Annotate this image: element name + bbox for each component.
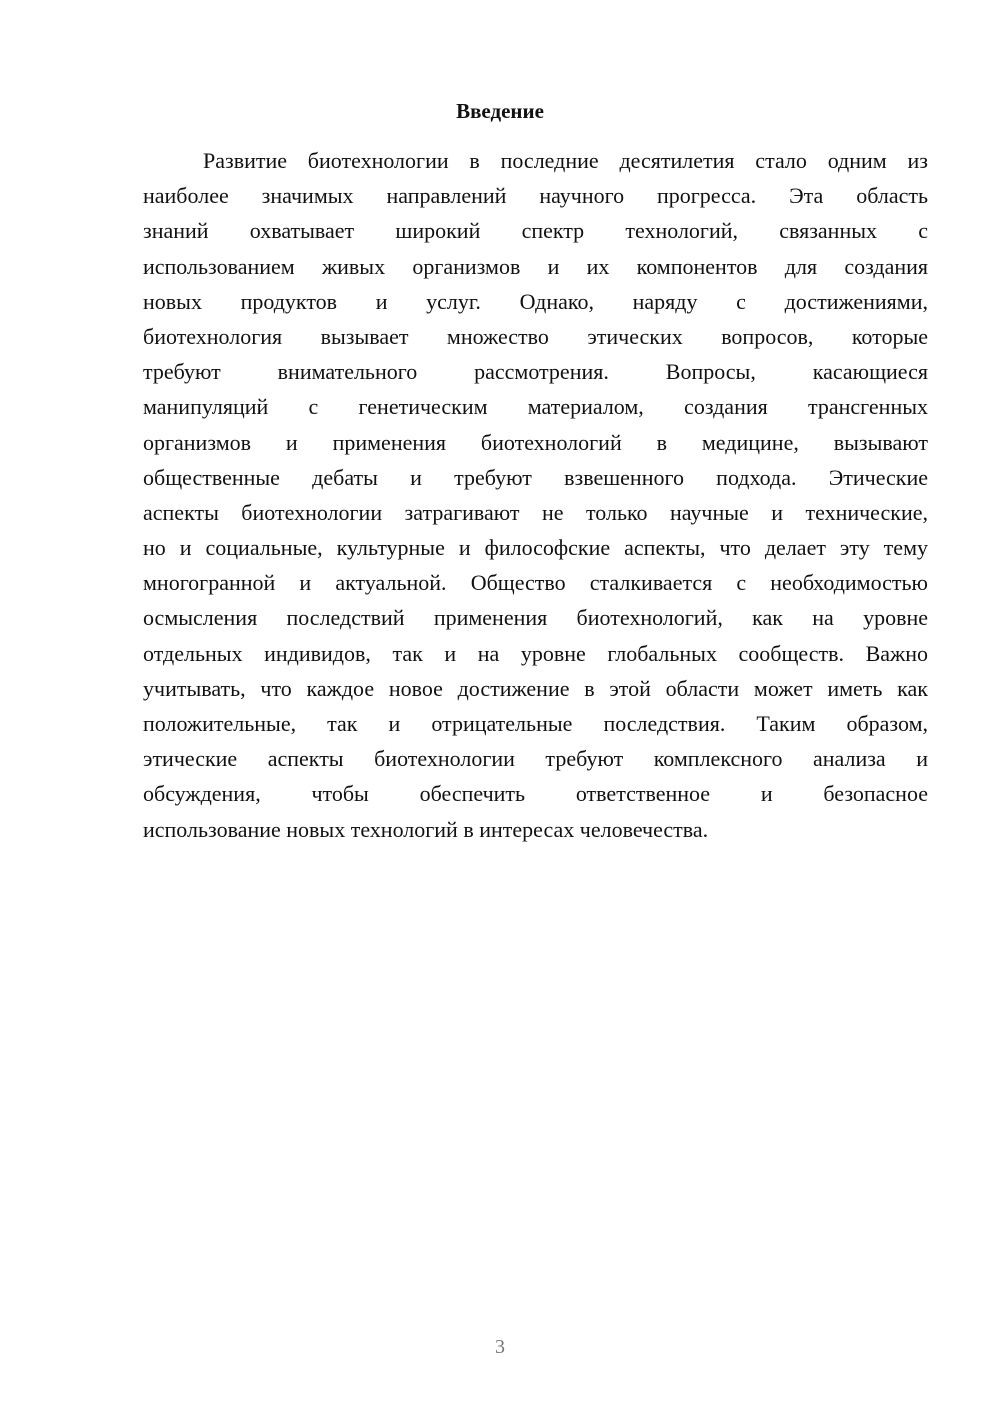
paragraph-line: наиболее значимых направлений научного прогресса. Эта область bbox=[143, 183, 928, 209]
paragraph-line: отдельных индивидов, так и на уровне глобальных сообществ. Важно bbox=[143, 640, 928, 666]
paragraph-line: многогранной и актуальной. Общество сталкивается с необходимостью bbox=[143, 570, 928, 596]
introduction-paragraph bbox=[143, 143, 928, 847]
paragraph-line: знаний охватывает широкий спектр технологий, связанных с bbox=[143, 218, 928, 244]
paragraph-line: этические аспекты биотехнологии требуют комплексного анализа и bbox=[143, 746, 928, 772]
paragraph-line: манипуляций с генетическим материалом, создания трансгенных bbox=[143, 394, 928, 420]
paragraph-line: учитывать, что каждое новое достижение в этой области может иметь как bbox=[143, 675, 928, 701]
page-number: 3 bbox=[495, 1336, 505, 1358]
paragraph-line: положительные, так и отрицательные последствия. Таким образом, bbox=[143, 711, 928, 736]
paragraph-line: требуют внимательного рассмотрения. Вопросы, касающиеся bbox=[143, 359, 928, 385]
paragraph-line: использованием живых организмов и их компонентов для создания bbox=[143, 253, 928, 279]
paragraph-line: общественные дебаты и требуют взвешенного подхода. Этические bbox=[143, 464, 928, 490]
paragraph-line: биотехнология вызывает множество этических вопросов, которые bbox=[143, 323, 928, 349]
paragraph-line: аспекты биотехнологии затрагивают не только научные и технические, bbox=[143, 499, 928, 525]
paragraph-line: Развитие биотехнологии в последние десятилетия стало одним из bbox=[203, 148, 928, 173]
paragraph-line: новых продуктов и услуг. Однако, наряду с достижениями, bbox=[143, 288, 928, 314]
section-heading: Введение bbox=[456, 99, 544, 123]
paragraph-line: использование новых технологий в интересах человечества. bbox=[143, 816, 709, 842]
paragraph-line: обсуждения, чтобы обеспечить ответственное и безопасное bbox=[143, 781, 928, 807]
paragraph-line: но и социальные, культурные и философские аспекты, что делает эту тему bbox=[143, 535, 928, 561]
paragraph-line: осмысления последствий применения биотехнологий, как на уровне bbox=[143, 605, 928, 631]
paragraph-line: организмов и применения биотехнологий в медицине, вызывают bbox=[143, 429, 928, 455]
